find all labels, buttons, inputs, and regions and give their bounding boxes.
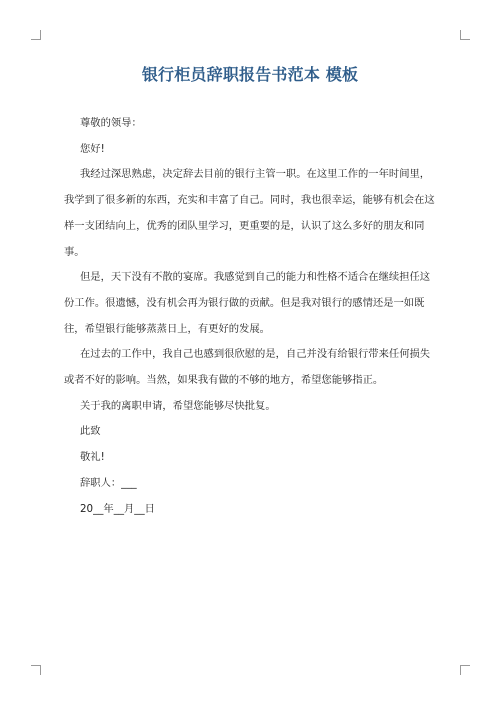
crop-mark-top-right <box>460 30 470 40</box>
body-paragraph-1: 我经过深思熟虑，决定辞去目前的银行主管一职。在这里工作的一年时间里，我学到了很多新的东西，充实和丰富了自己。同时，我也很幸运，能够有机会在这样一支团结向上，优秀的团队里学习，更重要的是，认识了这么多好的朋友和同事。 <box>64 168 435 258</box>
closing-line-2: 敬礼! <box>80 451 105 464</box>
crop-mark-top-left <box>31 30 41 40</box>
crop-mark-bottom-left <box>31 665 41 675</box>
date-line: 20__年__月__日 <box>80 502 155 515</box>
body-paragraph-2: 但是，天下没有不散的宴席。我感觉到自己的能力和性格不适合在继续担任这份工作。很遗憾，没有机会再为银行做的贡献。但是我对银行的感情还是一如既往，希望银行能够蒸蒸日上，有更好的发展。 <box>64 271 431 335</box>
greeting: 您好! <box>80 142 105 155</box>
crop-mark-bottom-right <box>460 665 470 675</box>
body-paragraph-4: 关于我的离职申请，希望您能够尽快批复。 <box>80 399 276 412</box>
letter-body <box>64 111 436 522</box>
salutation: 尊敬的领导： <box>80 117 142 129</box>
closing-line-1: 此致 <box>80 425 101 438</box>
signer-line: 辞职人：___ <box>80 476 137 489</box>
body-paragraph-3: 在过去的工作中，我自己也感到很欣慰的是，自己并没有给银行带来任何损失或者不好的影响。当然，如果我有做的不够的地方，希望您能够指正。 <box>64 348 431 387</box>
document-title: 银行柜员辞职报告书范本 模板 <box>141 65 359 84</box>
